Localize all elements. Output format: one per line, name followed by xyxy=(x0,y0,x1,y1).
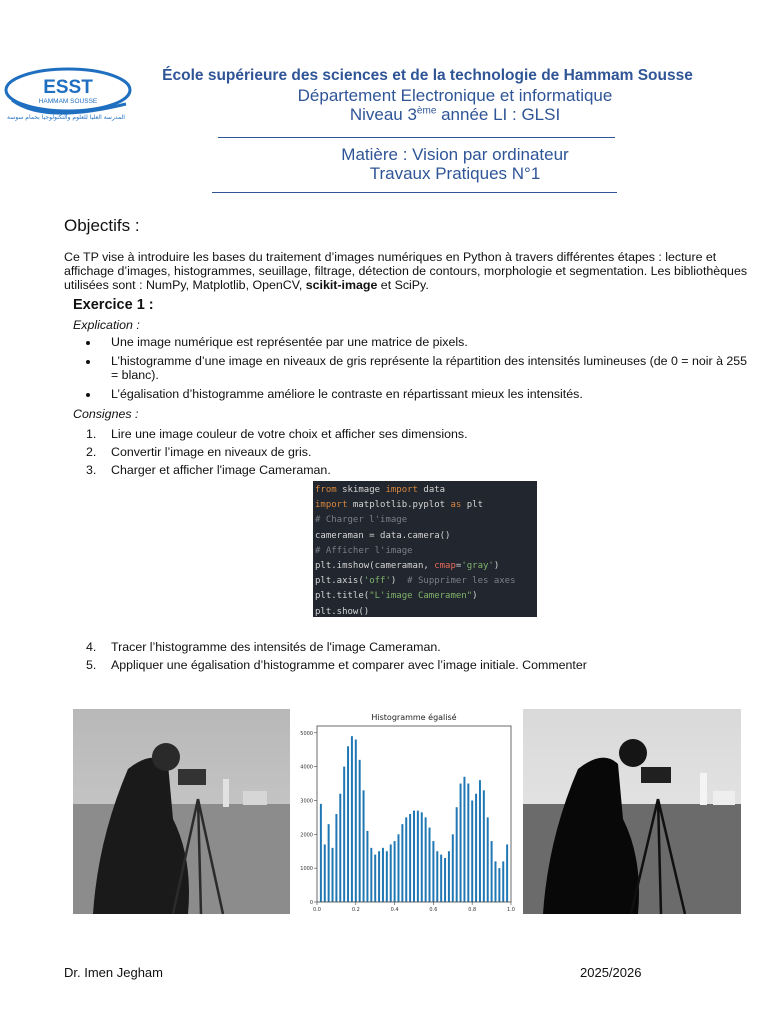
histogram-bar xyxy=(425,817,427,902)
code-token: "L'image Cameramen" xyxy=(369,591,473,602)
step-number: 5. xyxy=(86,658,97,672)
code-line xyxy=(315,529,535,544)
code-block xyxy=(313,481,537,617)
step-text: Appliquer une égalisation d’histogramme et comparer avec l’image initiale. Commenter xyxy=(111,658,587,672)
list-item xyxy=(86,445,751,459)
code-token: ) xyxy=(472,591,478,602)
histogram-bar xyxy=(363,790,365,902)
histogram-bar xyxy=(339,794,341,902)
histogram-bar xyxy=(401,824,403,902)
histogram-bar xyxy=(479,780,481,902)
list-item xyxy=(86,640,751,654)
histogram-bar xyxy=(343,767,345,902)
code-token: ) xyxy=(493,561,500,572)
x-tick-label: 0.0 xyxy=(313,907,321,913)
code-token: plt.show() xyxy=(315,606,370,617)
histogram-bar xyxy=(386,851,388,902)
histogram-bar xyxy=(332,848,334,902)
code-token: skimage xyxy=(336,485,386,495)
code-line xyxy=(315,483,535,498)
histogram-bar xyxy=(448,851,450,902)
histogram-bar xyxy=(483,790,485,902)
intro-paragraph xyxy=(64,250,748,292)
code-token: plt xyxy=(461,500,483,511)
histogram-bar xyxy=(320,804,322,902)
list-item xyxy=(86,354,751,382)
x-tick-label: 0.4 xyxy=(390,907,399,913)
code-line xyxy=(315,589,535,604)
chart-title: Histogramme égalisé xyxy=(371,713,457,722)
histogram-bar xyxy=(355,740,357,902)
code-token: import xyxy=(385,485,418,495)
histogram-bar xyxy=(390,844,392,902)
code-token: cameraman = data.camera() xyxy=(315,530,451,541)
histogram-chart xyxy=(291,709,523,919)
step-text: Charger et afficher l'image Cameraman. xyxy=(111,463,331,477)
code-line xyxy=(315,544,535,559)
histogram-bar xyxy=(467,784,469,902)
subject: Matière : Vision par ordinateur xyxy=(341,145,569,164)
cameraman-original-image xyxy=(73,709,290,914)
histogram-bar xyxy=(421,812,423,902)
histogram-bar xyxy=(429,828,431,902)
histogram-bar xyxy=(394,841,396,902)
intro-text: Ce TP vise à introduire les bases du traitement d’images numériques en Python à travers différentes étapes : lecture et affichage d’images, histogrammes, seuillage, filtrage, détection de contours, morphologie et segmentation. Les bibliothèques utilisées sont : NumPy, Matplotlib, OpenCV, xyxy=(64,250,748,292)
intro-end: et SciPy. xyxy=(377,278,429,292)
explication-list xyxy=(86,335,751,406)
list-item xyxy=(86,387,751,401)
histogram-bar xyxy=(494,861,496,902)
step-text: Lire une image couleur de votre choix et afficher ses dimensions. xyxy=(111,427,468,441)
code-token: plt.imshow(cameraman, xyxy=(315,561,435,572)
x-tick-label: 0.6 xyxy=(429,907,438,913)
level-suffix: année LI : GLSI xyxy=(436,105,561,124)
step-number: 2. xyxy=(86,445,97,459)
histogram-bar xyxy=(397,834,399,902)
y-tick-label: 2000 xyxy=(300,832,313,839)
histogram-bar xyxy=(436,851,438,902)
y-tick-label: 0 xyxy=(309,900,313,906)
bullet-text: Une image numérique est représentée par une matrice de pixels. xyxy=(111,335,468,349)
y-tick-label: 1000 xyxy=(300,866,313,873)
steps-list xyxy=(86,427,751,481)
code-token: ) xyxy=(390,576,408,587)
y-tick-label: 4000 xyxy=(300,764,313,771)
histogram-bar xyxy=(440,855,442,902)
histogram-bar xyxy=(347,746,349,902)
code-token: 'off' xyxy=(363,576,391,587)
code-token: 'gray' xyxy=(461,561,494,572)
histogram-bar xyxy=(502,861,504,902)
histogram-bar xyxy=(460,784,462,902)
objectives-title: Objectifs : xyxy=(64,216,140,235)
code-token: from xyxy=(315,485,337,495)
histogram-bar xyxy=(417,811,419,902)
x-tick-label: 0.2 xyxy=(351,907,360,913)
author: Dr. Imen Jegham xyxy=(64,965,163,980)
histogram-bar xyxy=(382,848,384,902)
code-token: import xyxy=(315,500,348,511)
code-token: # Charger l'image xyxy=(315,515,408,526)
bullet-icon xyxy=(86,360,90,364)
histogram-bar xyxy=(409,814,411,902)
steps-list-continued xyxy=(86,640,751,676)
code-token: as xyxy=(450,500,462,511)
explication-label: Explication : xyxy=(73,318,140,332)
code-token: plt.title( xyxy=(315,591,370,602)
histogram-bar xyxy=(487,817,489,902)
x-tick-label: 1.0 xyxy=(507,907,515,913)
esst-logo xyxy=(4,66,134,130)
intro-bold: scikit-image xyxy=(305,278,378,292)
code-token: matplotlib.pyplot xyxy=(347,500,451,511)
level-prefix: Niveau 3 xyxy=(349,105,417,124)
header-divider-2 xyxy=(212,192,617,193)
histogram-bar xyxy=(475,794,477,902)
school-name: École supérieure des sciences et de la technologie de Hammam Sousse xyxy=(162,67,693,84)
step-number: 4. xyxy=(86,640,97,654)
histogram-bar xyxy=(413,811,415,902)
academic-year: 2025/2026 xyxy=(580,965,642,980)
code-token: = xyxy=(455,561,462,572)
histogram-bar xyxy=(444,858,446,902)
histogram-bar xyxy=(335,814,337,902)
y-tick-label: 3000 xyxy=(300,798,313,805)
list-item xyxy=(86,335,751,349)
histogram-bar xyxy=(452,834,454,902)
histogram-bar xyxy=(359,760,361,902)
list-item xyxy=(86,463,751,477)
code-token: # Afficher l'image xyxy=(315,545,413,556)
code-token: data xyxy=(417,485,446,495)
list-item xyxy=(86,427,751,441)
bullet-text: L’histogramme d’une image en niveaux de gris représente la répartition des intensités lumineuses (de 0 = noir à 255 = blanc). xyxy=(111,354,748,382)
cameraman-equalized-image xyxy=(523,709,741,914)
histogram-bar xyxy=(456,807,458,902)
histogram-bar xyxy=(405,817,407,902)
level-sup: ème xyxy=(416,105,437,117)
code-line xyxy=(315,559,535,574)
bullet-icon xyxy=(86,393,90,397)
logo-sub: HAMMAM SOUSSE xyxy=(38,98,98,105)
histogram-bar xyxy=(506,844,508,902)
code-token: # Supprimer les axes xyxy=(407,576,516,587)
bullet-icon xyxy=(86,341,90,345)
histogram-bar xyxy=(328,824,330,902)
histogram-bar xyxy=(491,841,493,902)
histogram-bar xyxy=(366,831,368,902)
histogram-bar xyxy=(370,848,372,902)
histogram-bar xyxy=(498,868,500,902)
bullet-text: L’égalisation d’histogramme améliore le contraste en répartissant mieux les intensités. xyxy=(111,387,583,401)
consignes-label: Consignes : xyxy=(73,407,139,421)
histogram-bar xyxy=(374,855,376,902)
histogram-bar xyxy=(463,777,465,902)
histogram-bar xyxy=(432,841,434,902)
level xyxy=(230,105,680,125)
step-number: 3. xyxy=(86,463,97,477)
logo-arabic: المدرسة العليا للعلوم والتكنولوجيا بحمام سوسة xyxy=(7,114,125,121)
code-line xyxy=(315,513,535,528)
x-tick-label: 0.8 xyxy=(468,907,477,913)
step-number: 1. xyxy=(86,427,97,441)
histogram-bar xyxy=(324,844,326,902)
logo-text: ESST xyxy=(43,77,93,98)
histogram-bar xyxy=(351,736,353,902)
code-line xyxy=(315,605,535,620)
step-text: Tracer l’histogramme des intensités de l'image Cameraman. xyxy=(111,640,441,654)
histogram-bar xyxy=(471,800,473,902)
step-text: Convertir l’image en niveaux de gris. xyxy=(111,445,312,459)
list-item xyxy=(86,658,751,672)
code-token: cmap xyxy=(434,561,456,572)
code-line xyxy=(315,498,535,513)
header-divider xyxy=(218,137,615,138)
code-line xyxy=(315,574,535,589)
code-token: plt.axis( xyxy=(315,576,364,587)
exercise-title: Exercice 1 : xyxy=(73,297,154,313)
y-tick-label: 5000 xyxy=(300,730,313,737)
department: Département Electronique et informatique xyxy=(297,86,613,105)
histogram-bar xyxy=(378,851,380,902)
tp-title: Travaux Pratiques N°1 xyxy=(369,164,541,183)
